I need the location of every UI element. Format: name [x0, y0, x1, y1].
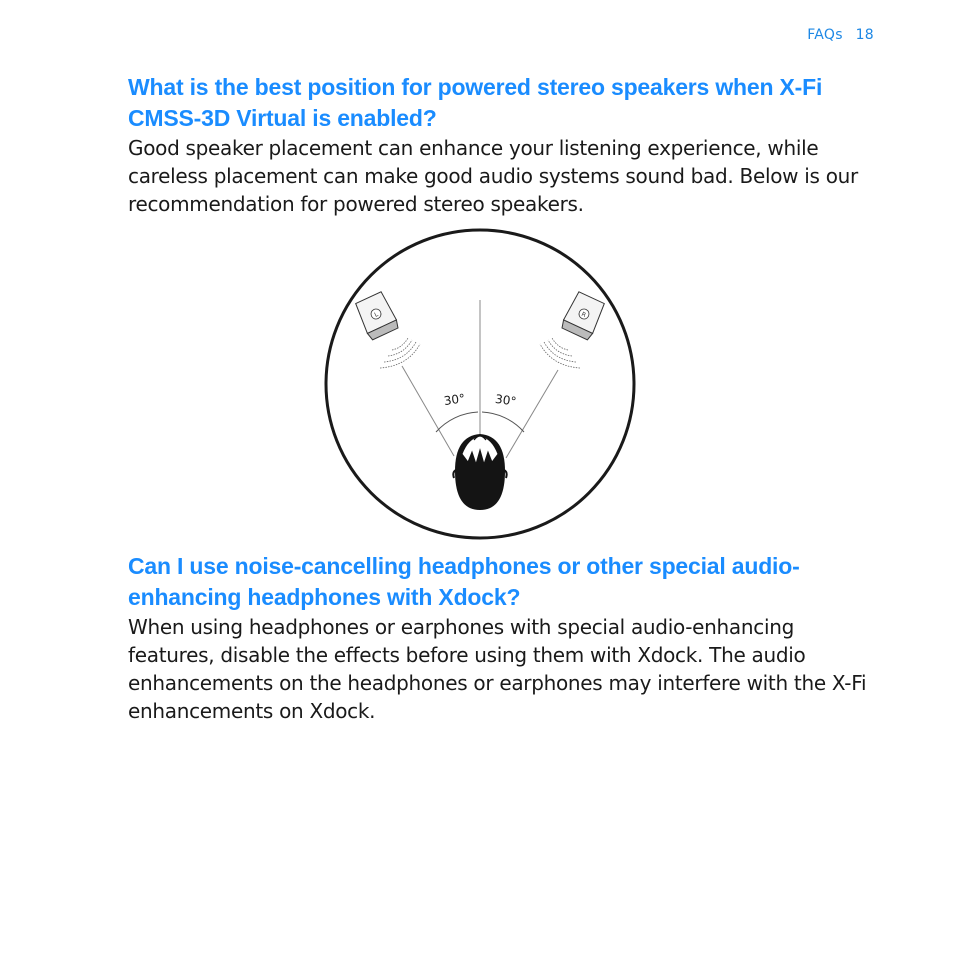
left-sound-waves-icon — [380, 338, 420, 368]
faq-heading: Can I use noise-cancelling headphones or other special audio-enhancing headphones with Xdock? — [128, 553, 800, 610]
right-direction-line — [506, 370, 558, 458]
speaker-placement-diagram — [322, 226, 638, 542]
left-angle-label: 30° — [442, 391, 466, 409]
right-sound-waves-icon — [540, 338, 580, 368]
left-speaker-label: L — [373, 311, 380, 319]
right-angle-arc — [482, 412, 524, 432]
faq-body: When using headphones or earphones with special audio-enhancing features, disable the effects before using them with Xdock. The audio enhancements on the headphones or earphones may interfere with the X-Fi enhancements on Xdock. — [128, 615, 867, 723]
right-speaker-icon — [560, 291, 606, 341]
left-direction-line — [402, 366, 454, 456]
faq-section-speaker-position — [128, 72, 878, 218]
left-angle-arc — [436, 412, 478, 432]
header-section-name: FAQs — [807, 27, 843, 43]
page-header — [807, 27, 874, 43]
right-speaker-label: R — [580, 310, 587, 319]
listener-head-icon — [453, 434, 506, 510]
faq-section-headphones — [128, 551, 878, 725]
header-page-number: 18 — [855, 27, 874, 43]
faq-body: Good speaker placement can enhance your listening experience, while careless placement can make good audio systems sound bad. Below is our recommendation for powered stereo speakers. — [128, 136, 858, 216]
right-angle-label: 30° — [494, 391, 518, 409]
faq-heading: What is the best position for powered stereo speakers when X-Fi CMSS-3D Virtual is enabled? — [128, 74, 823, 131]
left-speaker-icon — [354, 291, 400, 341]
